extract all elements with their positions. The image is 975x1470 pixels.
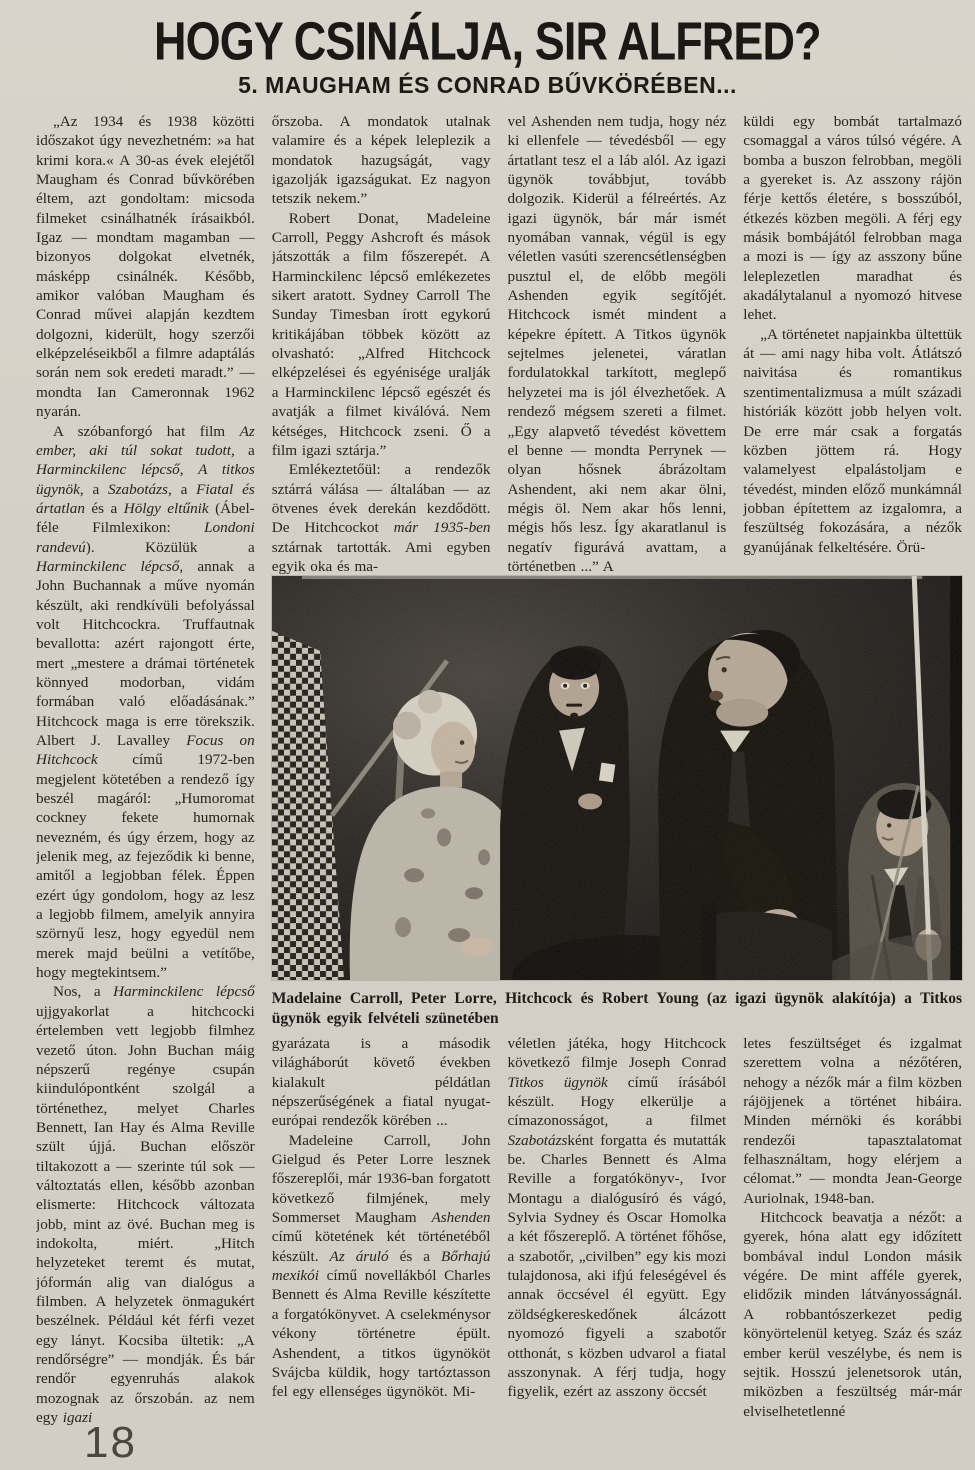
set-photo (272, 576, 962, 980)
paragraph: „Az 1934 és 1938 közötti időszakot úgy nevezhetném: »a hat krimi kora.« A 30-as évek elejétől Maugham és Conrad bűvkörében éltem, azt gondoltam: micsoda filmeket csinálhatnék írásaikból. Igaz — mondtam magamban — bizonyos dolgokat elvetnék, másképp csinálnék. Később, amikor valóban Maugham és Conrad művei alapján kezdtem dolgozni, kiderült, hogy szerzői elképzeléseikből a filmre adaptálás során nem sok eredeti maradt.” — mondta Ian Cameronnak 1962 nyarán. (36, 113, 255, 421)
set-photo-illustration (272, 576, 962, 980)
paragraph: vel Ashenden nem tudja, hogy néz ki ellenfele — tévedésből — egy ártatlant tesz el a láb alól. Az igazi ügynök továbbjut, tovább dolgozik. Kiderül a félreértés. Az igazi ügynök, bár már ismét nyomában vannak, végül is egy véletlen vasúti szerencsétlenségben pusztul el, de előbb megöli Ashenden egyik segítőjét. Hitchcock ismét mindent a képekre épített. A Titkos ügynök sejtelmes jelenetei, váratlan fordulatokkal tarkított, meglepő helyzetei ma is jól élvezhetőek. A rendező mégsem szereti a filmet. „Egy alapvető tévedést követtem el benne — mondta Perrynek — olyan hősnek ábrázoltam Ashendent, aki nem akar ölni, mégis öl. Nem akar hős lenni, mégis hős lesz. Így akaratlanul is negatív figurává avattam, a történetben ...” A (507, 113, 727, 575)
paragraph: „A történetet napjainkba ültettük át — ami nagy hiba volt. Átlátszó naivitása és romantikus szentimentalizmusa a múlt századi históriák között jobb helyen volt. De erre már csak a forgatás közben jöttem rá. Hogy valamelyest elpalástoljam e tévedést, minden előző munkámnál jobban építettem az izgalomra, a feszültség fokozására, a nézők gyanújának felkeltésére. Örü- (743, 325, 962, 556)
paragraph: őrszoba. A mondatok utalnak valamire és a képek leleplezik a mondatok hazugságát, vagy igazolják igazságukat. Ez nagyon tetszik nekem.” (271, 113, 491, 208)
article-subtitle: 5. MAUGHAM ÉS CONRAD BŰVKÖRÉBEN... (238, 72, 737, 98)
article-header (0, 0, 975, 99)
text-column-3-bottom (508, 1034, 727, 1428)
paragraph: küldi egy bombát tartalmazó csomaggal a város túlsó végére. A bomba a buszon felrobban, megöli a gyereket is. Az asszony rájön férje kettős életére, s bosszúból, étkezés közben megöli. A férj egy másik bombájától felrobban maga a mozi is — így az asszony bűne leleplezetlen maradhat és akadálytalanul a nyomozó hitvese lehet. (743, 113, 962, 324)
paragraph: A szóbanforgó hat film Az ember, aki túl sokat tudott, a Harminckilenc lépcső, A titkos ügynök, a Szabotázs, a Fiatal és ártatlan és a Hölgy eltűnik (Ábel-féle Filmlexikon: Londoni randevú). Közülük a Harminckilenc lépcső, annak a John Buchannak a műve nyomán készült, aki rendkívüli befolyással volt Hitchcockra. Truffautnak bevallotta: azért rajongott érte, mert „mestere a drámai történetek könnyed modorban, vidám formában való előadásának.” Hitchcock maga is erre törekszik. Albert J. Lavalley Focus on Hitchcock című 1972-ben megjelent kötetében a rendező így beszél magáról: „Humoromat cockney fekete humornak nevezném, és úgy érzem, hogy az jelenik meg, az fejeződik ki benne, amitől a legjobban félek. Éppen ezért úgy gondolom, hogy az lesz a legjobb filmem, amelyik annyira szörnyű lesz, hogy egyedül nem merek majd beülni a vetítőbe, hogy megtekintsem.” (36, 422, 255, 982)
paragraph: Madeleine Carroll, John Gielgud és Peter Lorre lesznek főszereplői, már 1936-ban forgatott következő filmjének, mely Sommerset Maugham Ashenden című kötetének két történetéből készült. Az áruló és a Bőrhajú mexikói című novellákból Charles Bennett és Alma Reville készítette a forgatókönyvet. A cselekménysor vékony történetre épült. Ashendent, a titkos ügynököt Svájcba küldik, hogy tartóztasson fel egy ellenséges ügynököt. Mi- (271, 1131, 491, 1401)
paragraph: Emlékeztetőül: a rendezők sztárrá válása — általában — az ötvenes évek derekán kezdődött. De Hitchcockot már 1935-ben sztárnak tartották. Ami egyben egyik oka és ma- (271, 461, 491, 575)
paragraph: Hitchcock beavatja a nézőt: a gyerek, hóna alatt egy időzített bombával indul London másik végére. De mint afféle gyerek, elidőzik minden látványosságnál. A robbantószerkezet pedig könyörtelenül ketyeg. Száz és száz ember kerül veszélybe, és nem is sejtik. Hosszú jelenetsorok után, miközben a feszültség már-már elviselhetetlenné (743, 1209, 962, 1420)
article-body (36, 112, 962, 1428)
text-column-4-bottom (743, 1034, 962, 1428)
photo-caption: Madelaine Carroll, Peter Lorre, Hitchcock és Robert Young (az igazi ügynök alakítója) a Titkos ügynök egyik felvételi szünetében (271, 990, 962, 1027)
text-column-3-top (508, 112, 727, 576)
text-column-2-bottom (272, 1034, 491, 1428)
text-column-4-top (743, 112, 962, 576)
page-number: 18 (84, 1418, 137, 1467)
paragraph: letes feszültséget és izgalmat szerettem volna a nézőtéren, nehogy a nézők már a film közben rájöjjenek a történet hibáira. Minden mérnöki és korábbi rendezői tapasztalatomat felhasználtam, hogy elérjem a célomat.” — mondta Jean-George Auriolnak, 1948-ban. (743, 1035, 962, 1207)
article-title: HOGY CSINÁLJA, SIR ALFRED? (154, 11, 821, 72)
text-column-2-top (272, 112, 491, 576)
photo-figure (272, 576, 962, 1034)
paragraph: véletlen játéka, hogy Hitchcock következő filmje Joseph Conrad Titkos ügynök című írásából készült. Hogy elkerülje a címazonosságot, a filmet Szabotázsként forgatta és mutatták be. Charles Bennett és Alma Reville a forgatókönyv-, Ivor Montagu a dialógusíró és vágó, Sylvia Sydney és Oscar Homolka a két főszereplő. A történet főhőse, a szabotőr, „civilben” egy kis mozi tulajdonosa, aki ifjú feleségével és annak öccsével él együtt. Egy zöldségkereskedőnek álcázott nyomozó figyeli a szabotőr otthonát, s közben udvarol a fiatal asszonynak. A férj tudja, hogy figyelik, ezért az asszony öccsét (507, 1035, 727, 1401)
paragraph: Nos, a Harminckilenc lépcső ujjgyakorlat a hitchcocki értelemben vett legjobb filmhez vezető úton. John Buchan máig népszerű regénye csupán kiindulópontként szolgál a történethez, melyet Charles Bennett, Ian Hay és Alma Reville szült újjá. Buchan először tiltakozott a — szerinte túl sok — változtatás ellen, később azonban elismerte: Hitchcock változata jobb, mint az övé. Buchan meg is indokolta, miért. „Hitch helyzeteket teremt és mutat, jóformán alig van dialógus a filmben. A helyzetek önmagukért beszélnek. Például két férfi vezet egy lányt. Kocsiba ültetik: „A rendőrségre” — mondják. És bár rendőr egyenruhás alakok mozognak az őrszobán. az nem egy igazi (36, 983, 255, 1427)
text-column-1 (36, 112, 255, 1428)
paragraph: gyarázata is a második világháborút követő években kialakult példátlan népszerűségének a fiatal nyugat-európai rendezők körében ... (271, 1035, 491, 1130)
paragraph: Robert Donat, Madeleine Carroll, Peggy Ashcroft és mások játszották a film főszerepét. A Harminckilenc lépcső emlékezetes sikert aratott. Sydney Carroll The Sunday Timesban írott egykorú kritikájában többek között az olvasható: „Alfred Hitchcock elképzelései és egyénisége uralják a Harminckilenc lépcső egészét és avatják a filmet kiválóvá. Nem kétséges, Hitchcock zseni. Ő a film igazi sztárja.” (271, 209, 491, 459)
